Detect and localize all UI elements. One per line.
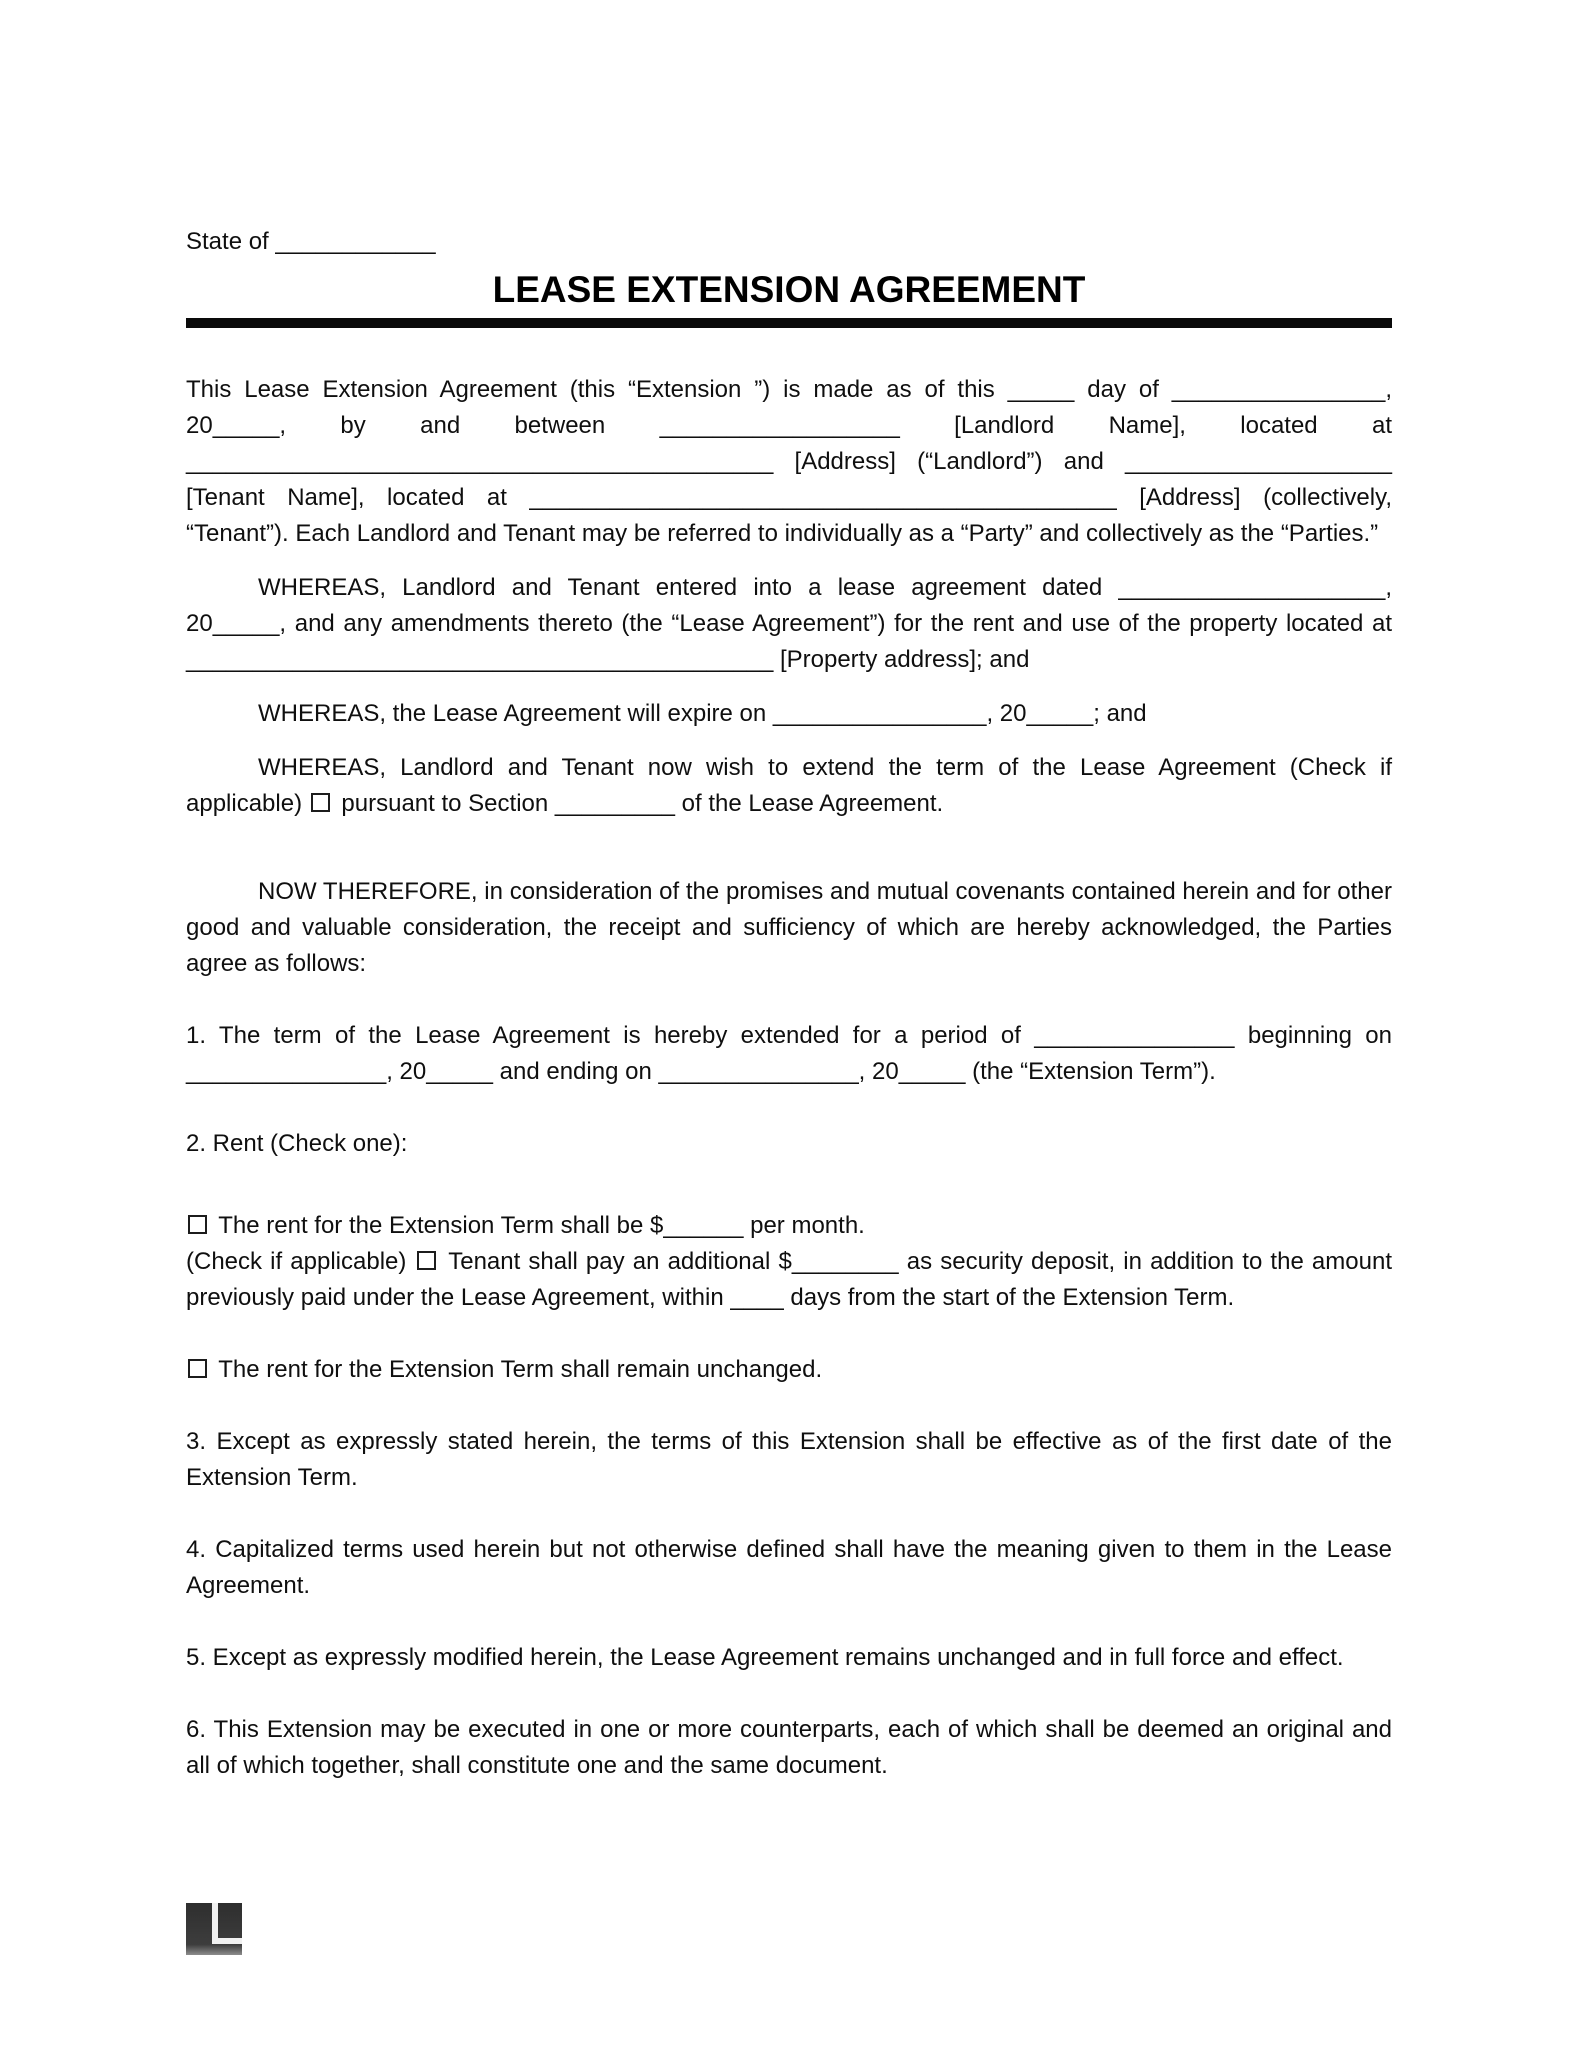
state-of-text: State of ____________ <box>186 228 436 255</box>
clause-2-rent-heading: 2. Rent (Check one): <box>186 1130 408 1157</box>
rent-unchanged-option <box>186 1352 1392 1388</box>
legal-templates-logo-icon <box>186 1903 242 1955</box>
checkbox-rent-unchanged[interactable] <box>188 1359 207 1378</box>
rent-fixed-text: The rent for the Extension Term shall be $______ per month. <box>212 1212 865 1239</box>
checkbox-security-deposit[interactable] <box>417 1251 436 1270</box>
clause-3-effective: 3. Except as expressly stated herein, the terms of this Extension shall be effective as of the first date of the Extension Term. <box>186 1428 1392 1491</box>
clause-5-full-force: 5. Except as expressly modified herein, the Lease Agreement remains unchanged and in full force and effect. <box>186 1644 1344 1671</box>
checkbox-rent-amount[interactable] <box>188 1215 207 1234</box>
now-therefore-paragraph: NOW THEREFORE, in consideration of the promises and mutual covenants contained herein and for other good and valuable consideration, the receipt and sufficiency of which are hereby acknowledged, the Parties agree as follows: <box>186 878 1392 977</box>
clause-4-capitalized-terms: 4. Capitalized terms used herein but not otherwise defined shall have the meaning given to them in the Lease Agreement. <box>186 1536 1392 1599</box>
whereas-extend-paragraph <box>186 750 1392 822</box>
clause-6-counterparts: 6. This Extension may be executed in one or more counterparts, each of which shall be deemed an original and all of which together, shall constitute one and the same document. <box>186 1716 1392 1779</box>
security-text-after: Tenant shall pay an additional $________ as security deposit, in addition to the amount previously paid under the Lease Agreement, within ____ days from the start of the Extension Term. <box>186 1248 1392 1311</box>
rent-unchanged-text: The rent for the Extension Term shall remain unchanged. <box>212 1356 823 1383</box>
whereas-expire-paragraph: WHEREAS, the Lease Agreement will expire on ________________, 20_____; and <box>258 700 1147 727</box>
whereas-extend-text-after: pursuant to Section _________ of the Lease Agreement. <box>334 790 944 817</box>
title-rule <box>186 318 1392 328</box>
whereas-lease-paragraph: WHEREAS, Landlord and Tenant entered into a lease agreement dated ____________________, 20_____, and any amendments thereto (the “Lease Agreement”) for the rent and use of the property located at ____________________________________________ [Property address]; and <box>186 574 1392 673</box>
security-text-before: (Check if applicable) <box>186 1248 415 1275</box>
rent-fixed-option <box>186 1208 1392 1244</box>
state-of-line <box>186 224 1392 260</box>
whereas-extend-text-before: WHEREAS, Landlord and Tenant now wish to extend the term of the Lease Agreement (Check if applicable) <box>186 754 1392 817</box>
clause-1-term: 1. The term of the Lease Agreement is hereby extended for a period of _______________ beginning on _______________, 20_____ and ending on _______________, 20_____ (the “Extension Term”). <box>186 1022 1392 1085</box>
document-title: LEASE EXTENSION AGREEMENT <box>492 269 1086 310</box>
document-content <box>186 0 1392 1784</box>
logo-l-mark-icon <box>212 1903 218 1944</box>
security-deposit-option <box>186 1244 1392 1316</box>
intro-paragraph: This Lease Extension Agreement (this “Extension ”) is made as of this _____ day of ________________, 20_____, by and between __________________ [Landlord Name], located at ____________________________________________ [Address] (“Landlord”) and ____________________ [Tenant Name], located at ____________________________________________ [Address] (collectively, “Tenant”). Each Landlord and Tenant may be referred to individually as a “Party” and collectively as the “Parties.” <box>186 376 1392 547</box>
checkbox-section-applicable[interactable] <box>311 793 330 812</box>
